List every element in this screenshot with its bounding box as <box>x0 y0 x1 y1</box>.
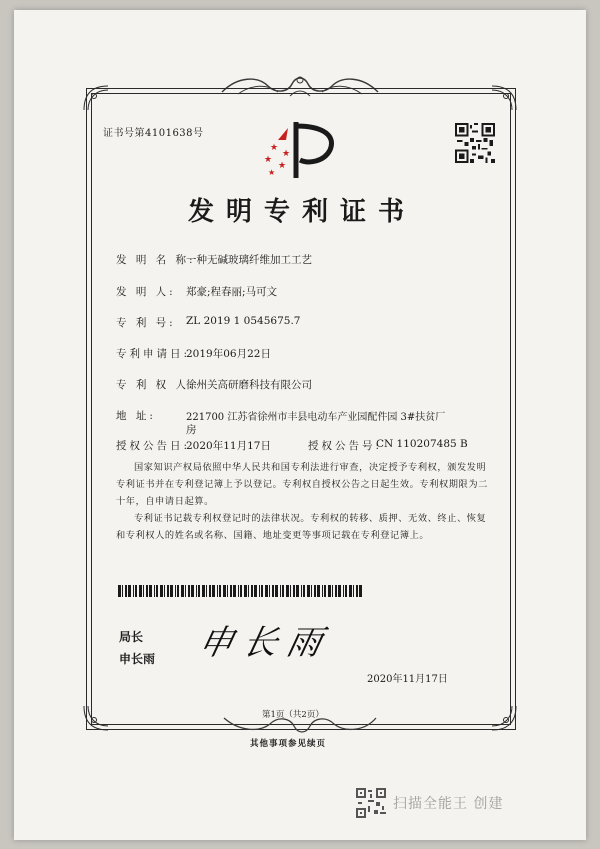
filing-date: 2019年06月22日 <box>186 348 271 360</box>
filing-date-label: 专利申请日: <box>116 348 191 360</box>
scanner-qr-code <box>356 788 386 818</box>
patent-office-logo <box>258 120 342 180</box>
patent-number-label: 专 利 号: <box>116 317 176 329</box>
svg-text:★: ★ <box>268 168 276 177</box>
signer-title: 局长 <box>119 630 144 644</box>
certificate-number: 证书号第4101638号 <box>103 128 204 139</box>
scanner-watermark-text: 扫描全能王 创建 <box>393 796 504 812</box>
inventor-label: 发 明 人: <box>116 286 176 298</box>
invention-name: 一种无碱玻璃纤维加工工艺 <box>186 254 312 266</box>
corner-ornament-br <box>490 704 518 732</box>
patent-number: ZL 2019 1 0545675.7 <box>186 315 301 327</box>
address-line-1: 221700 江苏省徐州市丰县电动车产业园配件园 3#扶贫厂 <box>186 412 446 423</box>
svg-text:★: ★ <box>270 143 279 153</box>
sign-date: 2020年11月17日 <box>367 674 448 685</box>
director-signature: 申长雨 <box>195 623 336 663</box>
certificate-statement-2: 专利证书记载专利权登记时的法律状况。专利权的转移、质押、无效、终止、恢复和专利权人的姓名或名称、国籍、地址变更等事项记载在专利登记簿上。 <box>116 513 487 541</box>
certificate-barcode <box>118 585 363 597</box>
certificate-qr-code <box>455 123 495 163</box>
grant-number-label: 授权公告号: <box>308 440 383 452</box>
address-label: 地 址: <box>116 410 156 422</box>
grant-date: 2020年11月17日 <box>186 440 271 452</box>
signer-name: 申长雨 <box>119 652 156 666</box>
address-line-2: 房 <box>186 424 197 436</box>
corner-ornament-tr <box>490 84 518 112</box>
grant-date-label: 授权公告日: <box>116 440 191 452</box>
inventor-names: 郑豪;程春丽;马可文 <box>186 286 278 298</box>
grant-number: CN 110207485 B <box>376 438 468 450</box>
page-number: 第1页（共2页） <box>262 710 324 720</box>
patentee: 徐州关高研磨科技有限公司 <box>186 379 312 391</box>
corner-ornament-tl <box>82 84 110 112</box>
certificate-statement-1: 国家知识产权局依照中华人民共和国专利法进行审查，决定授予专利权，颁发发明专利证书并在专利登记簿上予以登记。专利权自授权公告之日起生效。专利权期限为二十年，自申请日起算。 <box>116 462 488 507</box>
continued-footnote: 其他事项参见续页 <box>250 739 327 749</box>
corner-ornament-bl <box>82 704 110 732</box>
invention-name-label: 发 明 名 称: <box>116 254 196 266</box>
patentee-label: 专 利 权 人: <box>116 379 196 391</box>
svg-text:★: ★ <box>278 161 287 171</box>
certificate-title: 发明专利证书 <box>188 197 417 227</box>
svg-text:★: ★ <box>264 155 273 165</box>
svg-text:★: ★ <box>282 149 291 159</box>
